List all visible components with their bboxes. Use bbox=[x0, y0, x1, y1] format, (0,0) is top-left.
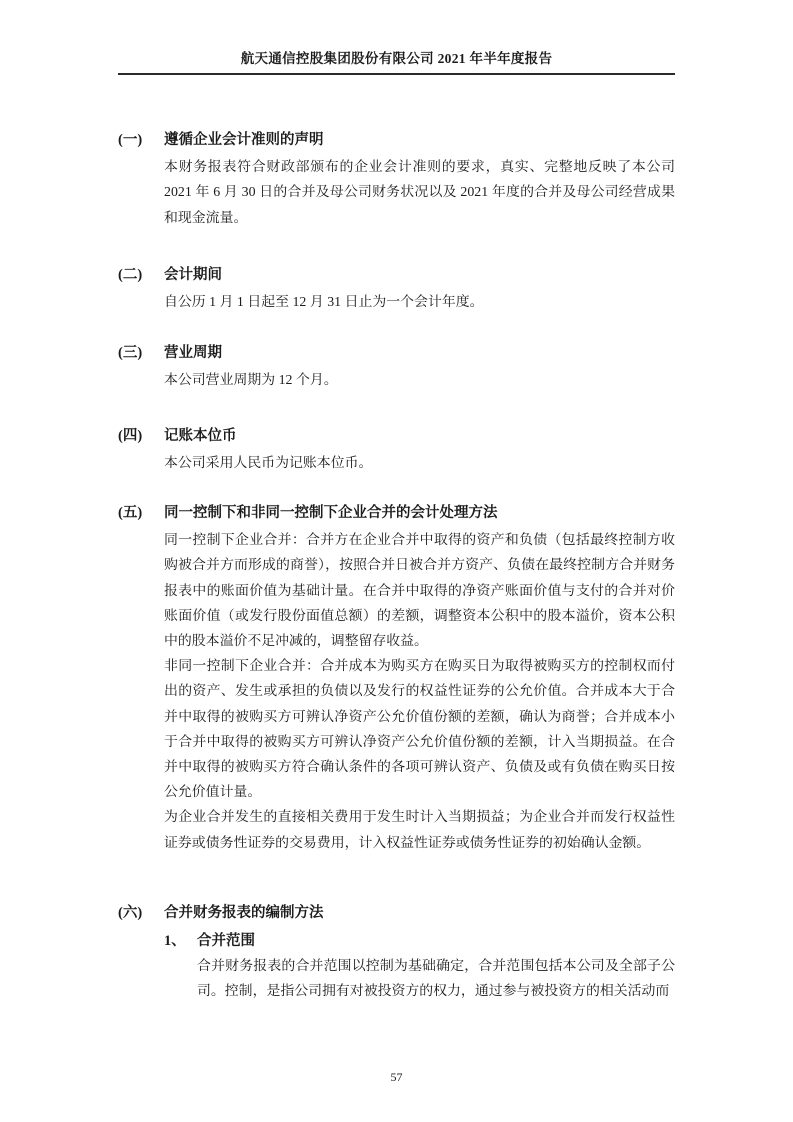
section-number: (六) bbox=[118, 904, 143, 921]
section-heading bbox=[118, 128, 675, 153]
subsection bbox=[164, 929, 675, 1005]
section-heading bbox=[118, 424, 675, 449]
section bbox=[118, 501, 675, 856]
section-paragraph: 本公司采用人民币为记账本位币。 bbox=[164, 455, 373, 471]
section-heading bbox=[118, 901, 675, 926]
section bbox=[118, 901, 675, 1005]
section bbox=[118, 424, 675, 476]
page-header bbox=[118, 0, 675, 75]
section-title: 会计期间 bbox=[164, 266, 222, 283]
section-paragraph: 非同一控制下企业合并：合并成本为购买方在购买日为取得被购买方的控制权而付出的资产、发生或承担的负债以及发行的权益性证券的公允价值。合并成本大于合并中取得的被购买方可辨认净资产公允价值份额的差额，确认为商誉；合并成本小于合并中取得的被购买方可辨认净资产公允价值份额的差额，计入当期损益。在合并中取得的被购买方符合确认条件的各项可辨认资产、负债及或有负债在购买日按公允价值计量。 bbox=[164, 659, 675, 801]
section bbox=[118, 128, 675, 231]
section-body bbox=[164, 155, 675, 231]
section-heading bbox=[118, 341, 675, 366]
section-paragraph: 本公司营业周期为 12 个月。 bbox=[164, 373, 338, 389]
section-number: (二) bbox=[118, 266, 143, 283]
report-header-title: 航天通信控股集团股份有限公司 2021 年半年度报告 bbox=[240, 51, 553, 66]
section-paragraph: 自公历 1 月 1 日起至 12 月 31 日止为一个会计年度。 bbox=[164, 295, 484, 311]
subsection-body bbox=[197, 954, 675, 1004]
section-paragraph: 为企业合并发生的直接相关费用于发生时计入当期损益；为企业合并而发行权益性证券或债务性证券的交易费用，计入权益性证券或债务性证券的初始确认金额。 bbox=[164, 810, 675, 851]
section bbox=[118, 341, 675, 393]
section-heading bbox=[118, 501, 675, 526]
section-body bbox=[164, 528, 675, 856]
section bbox=[118, 263, 675, 315]
section-number: (一) bbox=[118, 132, 143, 148]
section-body bbox=[164, 368, 675, 393]
section-number: (五) bbox=[118, 505, 143, 522]
section-number: (四) bbox=[118, 427, 143, 444]
section-title: 同一控制下和非同一控制下企业合并的会计处理方法 bbox=[164, 505, 498, 522]
section-paragraph: 本财务报表符合财政部颁布的企业会计准则的要求，真实、完整地反映了本公司 2021 年 6 月 30 日的合并及母公司财务状况以及 2021 年度的合并及母公司经营成果和现金流量。 bbox=[164, 160, 675, 226]
section-title: 记账本位币 bbox=[164, 427, 237, 444]
subsection-paragraph: 合并财务报表的合并范围以控制为基础确定，合并范围包括本公司及全部子公司。控制，是指公司拥有对被投资方的权力，通过参与被投资方的相关活动而 bbox=[197, 959, 675, 1000]
section-title: 营业周期 bbox=[164, 345, 222, 362]
subsection-title: 合并范围 bbox=[197, 933, 255, 950]
section-number: (三) bbox=[118, 345, 143, 362]
section-heading bbox=[118, 263, 675, 288]
page-number: 57 bbox=[390, 1070, 403, 1084]
page-footer bbox=[0, 1070, 793, 1084]
section-title: 合并财务报表的编制方法 bbox=[164, 904, 324, 921]
section-title: 遵循企业会计准则的声明 bbox=[164, 132, 324, 148]
document-body bbox=[118, 128, 675, 1035]
subsection-number: 1、 bbox=[164, 933, 186, 950]
section-body bbox=[164, 290, 675, 315]
section-body bbox=[164, 929, 675, 1005]
section-paragraph: 同一控制下企业合并：合并方在企业合并中取得的资产和负债（包括最终控制方收购被合并方而形成的商誉），按照合并日被合并方资产、负债在最终控制方合并财务报表中的账面价值为基础计量。在合并中取得的净资产账面价值与支付的合并对价账面价值（或发行股份面值总额）的差额，调整资本公积中的股本溢价，资本公积中的股本溢价不足冲减的，调整留存收益。 bbox=[164, 533, 675, 650]
section-body bbox=[164, 451, 675, 476]
subsection-heading bbox=[164, 929, 675, 954]
